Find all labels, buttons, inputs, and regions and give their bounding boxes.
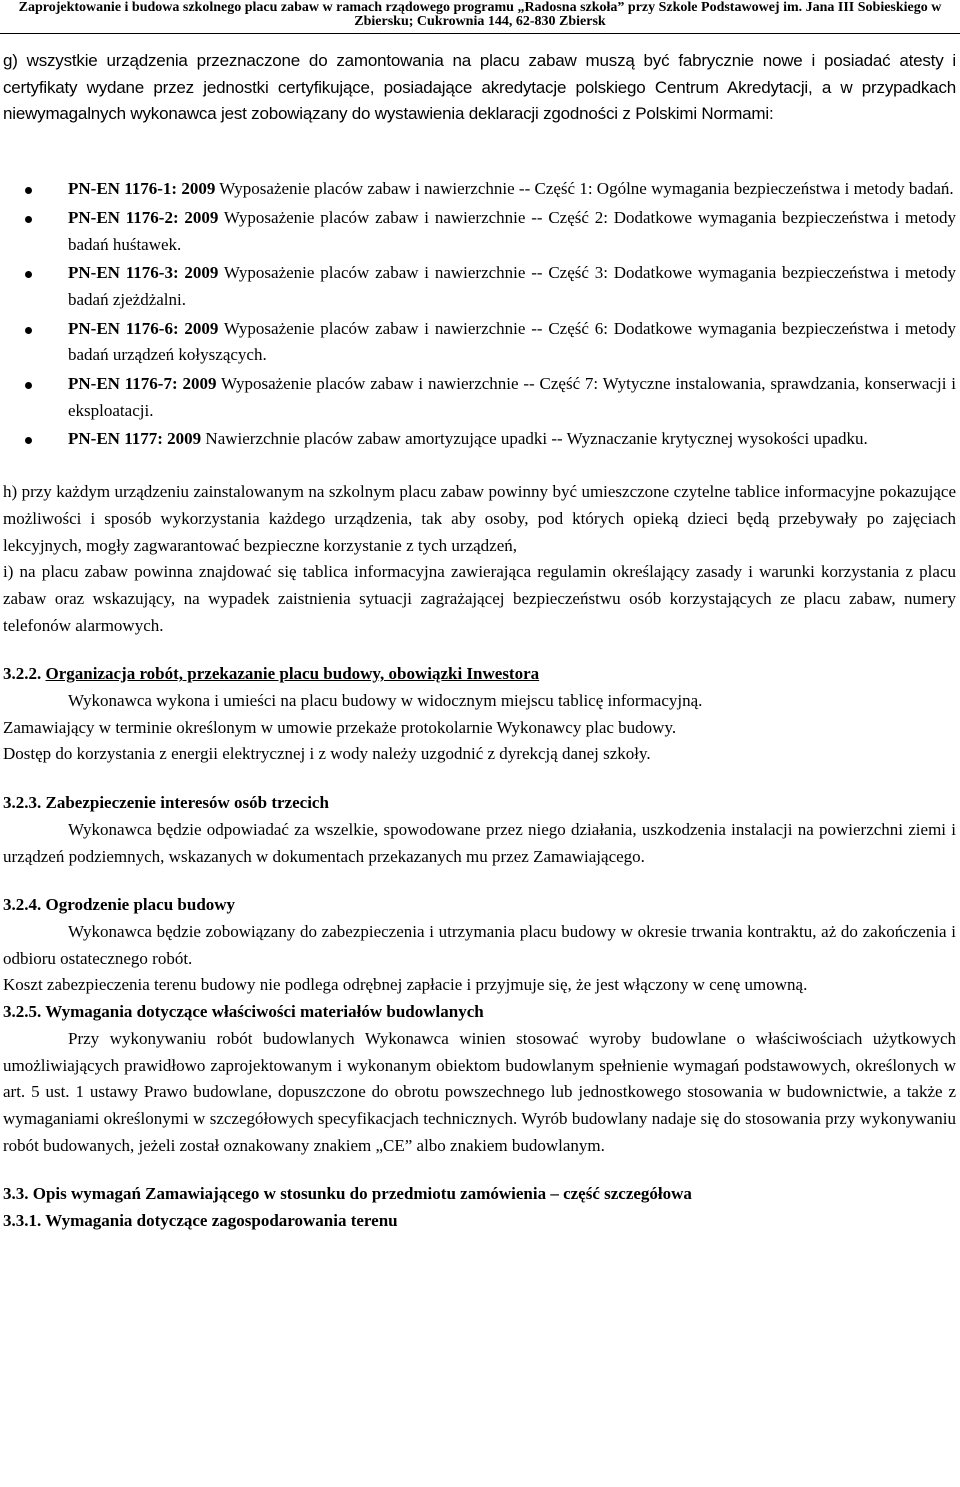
- section-heading-3-2-5: [3, 999, 956, 1026]
- header-rule: [0, 33, 960, 34]
- section-heading-3-2-4: [3, 892, 956, 919]
- section-heading-3-2-3: [3, 790, 956, 817]
- norm-code: PN-EN 1177: 2009: [68, 429, 202, 449]
- paragraph-h: h) przy każdym urządzeniu zainstalowanym na szkolnym placu zabaw powinny być umieszczone czytelne tablice informacyjne pokazujące możliwości i sposób wykorzystania każdego urządzenia, tak aby osoby, pod których opieką dzieci będą przebywały po zajęciach lekcyjnych, mogły zagwarantować bezpieczne korzystanie z tych urządzeń,: [3, 482, 956, 555]
- section-title: Wymagania dotyczące właściwości materiałów budowlanych: [45, 1002, 484, 1022]
- section-3-2-2-para-3: Dostęp do korzystania z energii elektrycznej i z wody należy uzgodnić z dyrekcją danej szkoły.: [3, 744, 651, 764]
- norm-item: [3, 205, 956, 258]
- section-title: Opis wymagań Zamawiającego w stosunku do przedmiotu zamówienia – część szczegółowa: [32, 1184, 692, 1204]
- norm-text: Nawierzchnie placów zabaw amortyzujące upadki -- Wyznaczanie krytycznej wysokości upadku.: [201, 429, 868, 449]
- norm-code: PN-EN 1176-3: 2009: [68, 263, 219, 283]
- norm-item: [3, 371, 956, 424]
- section-3-2-2-para-1: Wykonawca wykona i umieści na placu budowy w widocznym miejscu tablicę informacyjną.: [68, 691, 703, 711]
- header-line-2: Zbiersku; Cukrownia 144, 62-830 Zbiersk: [354, 14, 606, 29]
- section-title: Organizacja robót, przekazanie placu budowy, obowiązki Inwestora: [45, 664, 540, 684]
- norm-code: PN-EN 1176-1: 2009: [68, 179, 216, 199]
- norm-text: Wyposażenie placów zabaw i nawierzchnie -- Część 1: Ogólne wymagania bezpieczeństwa i metody badań.: [215, 179, 954, 199]
- paragraph-g: g) wszystkie urządzenia przeznaczone do zamontowania na placu zabaw muszą być fabrycznie nowe i posiadać atesty i certyfikaty wydane przez jednostki certyfikujące, posiadające akredytacje polskiego Centrum Akredytacji, a w przypadkach niewymagalnych wykonawca jest zobowiązany do wystawienia deklaracji zgodności z Polskimi Normami:: [3, 51, 956, 124]
- section-3-2-4-para-1: Wykonawca będzie zobowiązany do zabezpieczenia i utrzymania placu budowy w okresie trwania kontraktu, aż do zakończenia i odbioru ostatecznego robót.: [3, 921, 956, 968]
- norm-item: [3, 316, 956, 369]
- section-heading-3-3: [3, 1181, 956, 1208]
- section-number: 3.3.1.: [3, 1211, 46, 1231]
- section-3-2-3-para-1: Wykonawca będzie odpowiadać za wszelkie, spowodowane przez niego działania, uszkodzenia instalacji na powierzchni ziemi i urządzeń podziemnych, wskazanych w dokumentach przekazanych mu przez Zamawiającego.: [3, 819, 956, 866]
- norms-list: [3, 176, 956, 453]
- section-3-2-2-para-2: Zamawiający w terminie określonym w umowie przekaże protokolarnie Wykonawcy plac budowy.: [3, 717, 677, 737]
- section-number: 3.2.5.: [3, 1002, 46, 1022]
- bullet-icon: [25, 216, 32, 223]
- norm-item: [3, 176, 956, 203]
- section-number: 3.2.4.: [3, 895, 46, 915]
- section-title: Wymagania dotyczące zagospodarowania terenu: [45, 1211, 398, 1231]
- bullet-icon: [25, 187, 32, 194]
- document-body: [3, 48, 956, 1235]
- bullet-icon: [25, 382, 32, 389]
- bullet-icon: [25, 271, 32, 278]
- header-line-1: Zaprojektowanie i budowa szkolnego placu zabaw w ramach rządowego programu „Radosna szkoła” przy Szkole Podstawowej im. Jana III Sobieskiego w: [18, 0, 942, 15]
- section-heading-3-3-1: [3, 1208, 956, 1235]
- running-header: [0, 0, 960, 30]
- paragraph-i: i) na placu zabaw powinna znajdować się tablica informacyjna zawierająca regulamin określający zasady i warunki korzystania z placu zabaw oraz wskazujący, na wypadek zaistnienia sytuacji zagrażającej bezpieczeństwu osób korzystających ze placu zabaw, numery telefonów alarmowych.: [3, 562, 956, 635]
- norm-text: Wyposażenie placów zabaw i nawierzchnie -- Część 2: Dodatkowe wymagania bezpieczeństwa i metody badań huśtawek.: [68, 207, 956, 254]
- section-number: 3.2.2.: [3, 664, 46, 684]
- section-3-2-5-para-1: Przy wykonywaniu robót budowlanych Wykonawca winien stosować wyroby budowlane o właściwościach użytkowych umożliwiających prawidłowo zaprojektowanym i wykonanym obiektom budowlanym spełnienie wymagań podstawowych, określonych w art. 5 ust. 1 ustawy Prawo budowlane, dopuszczone do obrotu powszechnego lub jednostkowego stosowania w budownictwie, a także z wymaganiami określonymi w szczegółowych specyfikacjach technicznych. Wyrób budowlany nadaje się do stosowania przy wykonywaniu robót budowanych, jeżeli został oznakowany znakiem „CE” albo znakiem budowlanym.: [3, 1028, 956, 1155]
- section-title: Ogrodzenie placu budowy: [45, 895, 236, 915]
- section-heading-3-2-2: [3, 661, 956, 688]
- norm-text: Wyposażenie placów zabaw i nawierzchnie -- Część 3: Dodatkowe wymagania bezpieczeństwa i metody badań zjeżdżalni.: [68, 263, 956, 309]
- norm-text: Wyposażenie placów zabaw i nawierzchnie -- Część 7: Wytyczne instalowania, sprawdzania, konserwacji i eksploatacji.: [68, 374, 957, 420]
- norm-code: PN-EN 1176-2: 2009: [68, 207, 219, 227]
- norm-item: [3, 260, 956, 313]
- bullet-icon: [25, 327, 32, 334]
- section-3-2-4-para-2: Koszt zabezpieczenia terenu budowy nie podlega odrębnej zapłacie i przyjmuje się, że jest włączony w cenę umowną.: [3, 975, 808, 995]
- norm-code: PN-EN 1176-7: 2009: [68, 374, 217, 394]
- bullet-icon: [25, 437, 32, 444]
- norm-item: [3, 426, 956, 453]
- section-title: Zabezpieczenie interesów osób trzecich: [45, 793, 329, 813]
- norm-text: Wyposażenie placów zabaw i nawierzchnie -- Część 6: Dodatkowe wymagania bezpieczeństwa i metody badań urządzeń kołyszących.: [68, 318, 956, 365]
- section-number: 3.2.3.: [3, 793, 46, 813]
- norm-code: PN-EN 1176-6: 2009: [68, 318, 219, 338]
- section-number: 3.3.: [3, 1184, 33, 1204]
